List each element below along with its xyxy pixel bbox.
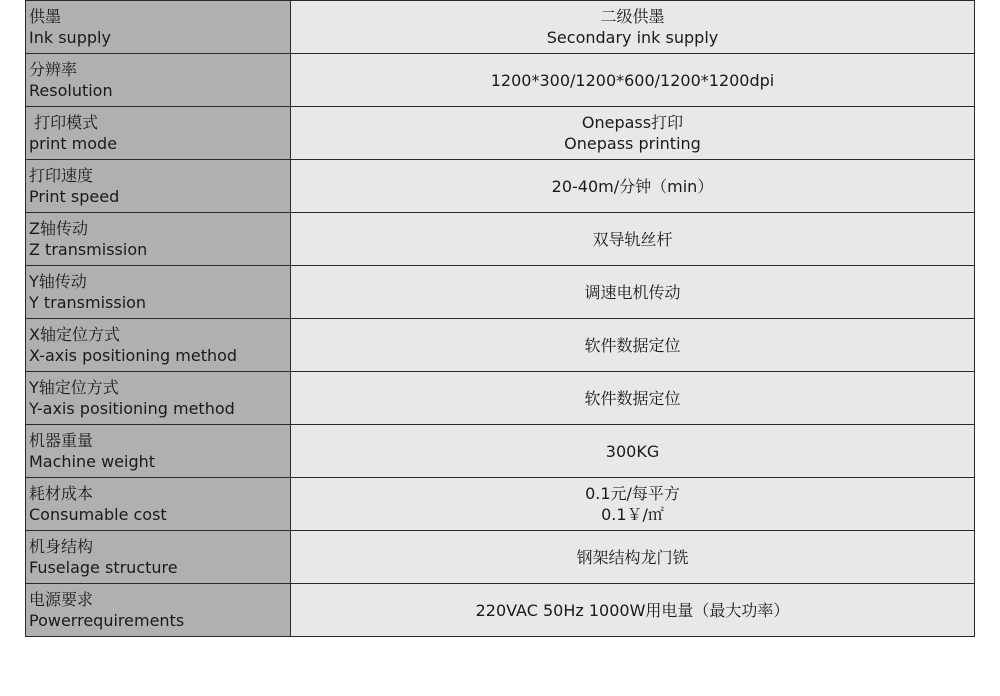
spec-label-cell (26, 266, 291, 319)
spec-value-line: 220VAC 50Hz 1000W用电量（最大功率） (475, 600, 790, 620)
spec-value-line: 软件数据定位 (584, 335, 681, 355)
spec-label-cell (26, 531, 291, 584)
spec-label-zh: 机身结构 (29, 537, 94, 556)
spec-label-en: Y-axis positioning method (29, 399, 235, 418)
spec-row-ink-supply (26, 1, 975, 54)
spec-value-cell (291, 425, 975, 478)
spec-label-cell (26, 213, 291, 266)
spec-value-line: Secondary ink supply (546, 28, 719, 47)
spec-value-line: 钢架结构龙门铣 (576, 547, 689, 567)
spec-value-cell (291, 213, 975, 266)
spec-label-zh: 打印模式 (29, 113, 99, 132)
spec-label-en: Machine weight (29, 452, 156, 471)
spec-label-zh: 机器重量 (29, 431, 94, 450)
spec-label-en: Powerrequirements (29, 611, 185, 630)
spec-row-print-mode (26, 107, 975, 160)
spec-value-cell (291, 531, 975, 584)
spec-label-zh: X轴定位方式 (29, 325, 120, 344)
spec-row-consumable-cost (26, 478, 975, 531)
spec-label-zh: 耗材成本 (29, 484, 94, 503)
spec-value-line: 调速电机传动 (584, 282, 681, 302)
spec-value-cell (291, 1, 975, 54)
spec-label-en: Resolution (29, 81, 113, 100)
spec-label-cell (26, 160, 291, 213)
spec-label-en: Consumable cost (29, 505, 167, 524)
spec-value-line: Onepass printing (564, 134, 701, 153)
spec-value-line: 20-40m/分钟（min） (551, 176, 714, 196)
spec-row-power-requirements (26, 584, 975, 637)
spec-label-zh: 电源要求 (29, 590, 94, 609)
spec-label-cell (26, 584, 291, 637)
spec-label-cell (26, 425, 291, 478)
spec-value-line: Onepass打印 (581, 113, 684, 132)
spec-row-print-speed (26, 160, 975, 213)
spec-value-line: 0.1￥/㎡ (601, 505, 664, 524)
spec-label-cell (26, 54, 291, 107)
spec-label-zh: 分辨率 (29, 60, 78, 79)
spec-label-zh: Y轴传动 (29, 272, 87, 291)
spec-value-cell (291, 478, 975, 531)
spec-row-z-transmission (26, 213, 975, 266)
spec-label-cell (26, 319, 291, 372)
spec-label-en: Print speed (29, 187, 120, 206)
spec-label-en: X-axis positioning method (29, 346, 238, 365)
spec-row-y-positioning (26, 372, 975, 425)
spec-label-cell (26, 478, 291, 531)
spec-value-cell (291, 54, 975, 107)
spec-label-zh: Z轴传动 (29, 219, 88, 238)
spec-row-fuselage-structure (26, 531, 975, 584)
spec-value-cell (291, 372, 975, 425)
spec-label-cell (26, 107, 291, 160)
spec-label-zh: Y轴定位方式 (29, 378, 119, 397)
spec-label-en: print mode (29, 134, 118, 153)
spec-label-en: Z transmission (29, 240, 148, 259)
spec-value-line: 0.1元/每平方 (585, 484, 680, 503)
spec-value-cell (291, 107, 975, 160)
spec-value-cell (291, 160, 975, 213)
spec-value-cell (291, 266, 975, 319)
spec-value-line: 300KG (605, 441, 660, 461)
spec-label-zh: 供墨 (29, 7, 62, 26)
spec-label-en: Y transmission (29, 293, 147, 312)
spec-value-line: 二级供墨 (600, 7, 665, 26)
spec-row-x-positioning (26, 319, 975, 372)
spec-value-cell (291, 319, 975, 372)
spec-label-en: Ink supply (29, 28, 111, 47)
spec-value-line: 1200*300/1200*600/1200*1200dpi (490, 70, 775, 90)
spec-row-resolution (26, 54, 975, 107)
spec-label-cell (26, 1, 291, 54)
spec-value-cell (291, 584, 975, 637)
spec-label-cell (26, 372, 291, 425)
spec-label-en: Fuselage structure (29, 558, 178, 577)
spec-table (25, 0, 975, 637)
spec-label-zh: 打印速度 (29, 166, 94, 185)
spec-value-line: 双导轨丝杆 (592, 229, 673, 249)
spec-value-line: 软件数据定位 (584, 388, 681, 408)
spec-row-machine-weight (26, 425, 975, 478)
spec-row-y-transmission (26, 266, 975, 319)
